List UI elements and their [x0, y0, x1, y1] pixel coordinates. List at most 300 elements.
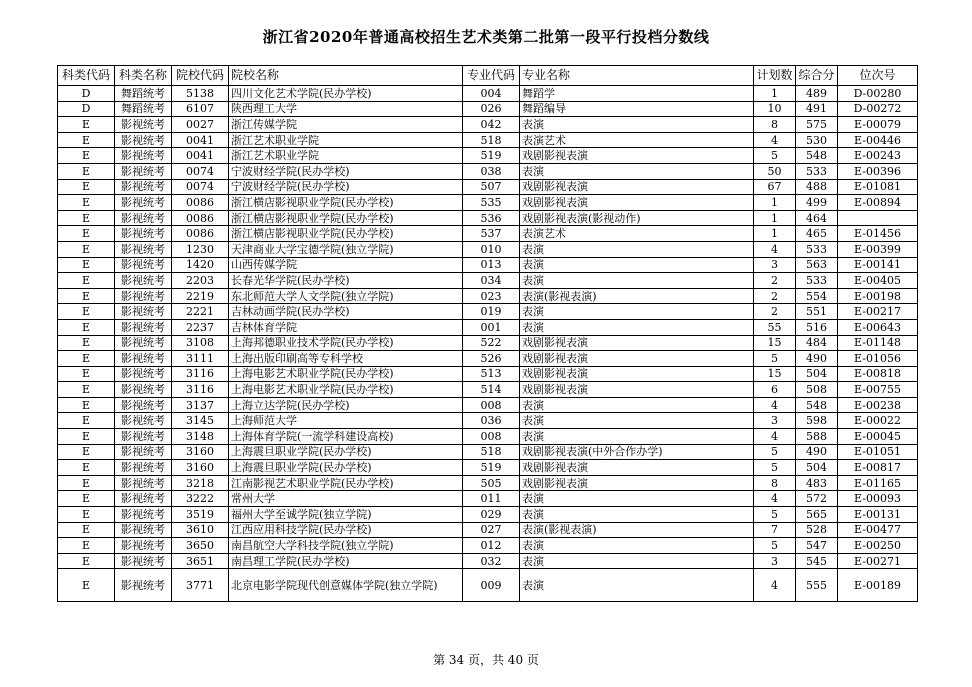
cell-major-code: 518	[463, 132, 520, 148]
table-row	[58, 351, 918, 367]
cell-rank: E-00818	[838, 366, 918, 382]
cell-school-name: 浙江横店影视职业学院(民办学校)	[229, 210, 463, 226]
page-footer: 第 34 页，共 40 页	[433, 653, 539, 667]
cell-major-code: 009	[463, 569, 520, 602]
cell-category-name: 影视统考	[115, 351, 172, 367]
cell-school-name: 南昌航空大学科技学院(独立学院)	[229, 538, 463, 554]
cell-category-code: E	[58, 538, 115, 554]
cell-plan-count: 3	[754, 553, 796, 569]
cell-category-name: 影视统考	[115, 475, 172, 491]
cell-rank: E-00238	[838, 397, 918, 413]
cell-school-code: 0074	[172, 163, 229, 179]
cell-score: 533	[796, 241, 838, 257]
cell-school-code: 0041	[172, 148, 229, 164]
cell-school-name: 吉林动画学院(民办学校)	[229, 304, 463, 320]
cell-major-name: 表演	[520, 553, 754, 569]
cell-score: 563	[796, 257, 838, 273]
cell-rank: E-00894	[838, 195, 918, 211]
cell-category-code: E	[58, 226, 115, 242]
cell-plan-count: 2	[754, 304, 796, 320]
table-row	[58, 195, 918, 211]
cell-school-code: 3116	[172, 382, 229, 398]
cell-category-code: E	[58, 319, 115, 335]
cell-major-name: 舞蹈学	[520, 86, 754, 102]
table-row	[58, 304, 918, 320]
cell-school-name: 浙江传媒学院	[229, 117, 463, 133]
cell-school-name: 上海电影艺术职业学院(民办学校)	[229, 382, 463, 398]
cell-school-code: 3222	[172, 491, 229, 507]
cell-category-name: 影视统考	[115, 304, 172, 320]
cell-major-name: 表演	[520, 413, 754, 429]
cell-major-name: 戏剧影视表演	[520, 366, 754, 382]
cell-major-code: 010	[463, 241, 520, 257]
table-row	[58, 553, 918, 569]
header-category-name: 科类名称	[115, 66, 172, 86]
cell-plan-count: 5	[754, 444, 796, 460]
cell-school-name: 陕西理工大学	[229, 101, 463, 117]
cell-category-code: E	[58, 491, 115, 507]
cell-major-name: 表演	[520, 319, 754, 335]
cell-rank: D-00280	[838, 86, 918, 102]
cell-rank: E-00755	[838, 382, 918, 398]
cell-major-name: 表演艺术	[520, 132, 754, 148]
table-row	[58, 475, 918, 491]
cell-plan-count: 10	[754, 101, 796, 117]
cell-plan-count: 2	[754, 288, 796, 304]
cell-school-name: 宁波财经学院(民办学校)	[229, 179, 463, 195]
cell-category-code: E	[58, 397, 115, 413]
cell-rank: E-00022	[838, 413, 918, 429]
cell-plan-count: 1	[754, 226, 796, 242]
cell-major-name: 表演	[520, 273, 754, 289]
cell-school-code: 3137	[172, 397, 229, 413]
cell-plan-count: 3	[754, 257, 796, 273]
cell-score: 508	[796, 382, 838, 398]
table-row	[58, 132, 918, 148]
cell-major-name: 戏剧影视表演(影视动作)	[520, 210, 754, 226]
score-table	[57, 65, 918, 602]
cell-category-name: 影视统考	[115, 257, 172, 273]
table-row	[58, 163, 918, 179]
table-row	[58, 491, 918, 507]
cell-category-name: 影视统考	[115, 397, 172, 413]
cell-category-code: E	[58, 179, 115, 195]
cell-category-name: 影视统考	[115, 522, 172, 538]
cell-rank: E-00477	[838, 522, 918, 538]
cell-major-code: 536	[463, 210, 520, 226]
cell-school-code: 0027	[172, 117, 229, 133]
cell-category-code: E	[58, 335, 115, 351]
cell-rank: E-00243	[838, 148, 918, 164]
cell-plan-count: 1	[754, 86, 796, 102]
cell-plan-count: 5	[754, 351, 796, 367]
cell-score: 551	[796, 304, 838, 320]
table-row	[58, 335, 918, 351]
cell-plan-count: 4	[754, 569, 796, 602]
cell-major-name: 戏剧影视表演	[520, 195, 754, 211]
cell-plan-count: 4	[754, 241, 796, 257]
cell-category-code: E	[58, 132, 115, 148]
cell-plan-count: 8	[754, 475, 796, 491]
cell-score: 533	[796, 163, 838, 179]
cell-rank: E-00198	[838, 288, 918, 304]
cell-category-code: E	[58, 366, 115, 382]
cell-score: 490	[796, 351, 838, 367]
cell-school-code: 3218	[172, 475, 229, 491]
cell-category-name: 影视统考	[115, 273, 172, 289]
cell-category-name: 影视统考	[115, 507, 172, 523]
cell-major-name: 表演	[520, 569, 754, 602]
cell-category-code: E	[58, 195, 115, 211]
cell-rank: E-00093	[838, 491, 918, 507]
cell-school-name: 福州大学至诚学院(独立学院)	[229, 507, 463, 523]
header-major-code: 专业代码	[463, 66, 520, 86]
header-score: 综合分	[796, 66, 838, 86]
cell-school-name: 南昌理工学院(民办学校)	[229, 553, 463, 569]
cell-score: 548	[796, 397, 838, 413]
table-row	[58, 273, 918, 289]
cell-category-code: E	[58, 117, 115, 133]
cell-plan-count: 5	[754, 538, 796, 554]
cell-major-name: 表演(影视表演)	[520, 288, 754, 304]
table-row	[58, 117, 918, 133]
cell-school-name: 江西应用科技学院(民办学校)	[229, 522, 463, 538]
cell-score: 504	[796, 366, 838, 382]
header-category-code: 科类代码	[58, 66, 115, 86]
cell-school-name: 北京电影学院现代创意媒体学院(独立学院)	[229, 569, 463, 602]
cell-score: 504	[796, 460, 838, 476]
cell-plan-count: 15	[754, 366, 796, 382]
cell-major-code: 026	[463, 101, 520, 117]
cell-rank: E-00817	[838, 460, 918, 476]
cell-rank	[838, 210, 918, 226]
cell-school-code: 0086	[172, 226, 229, 242]
cell-plan-count: 50	[754, 163, 796, 179]
table-row	[58, 148, 918, 164]
cell-plan-count: 5	[754, 507, 796, 523]
cell-score: 545	[796, 553, 838, 569]
cell-rank: E-00643	[838, 319, 918, 335]
cell-category-code: E	[58, 460, 115, 476]
cell-score: 554	[796, 288, 838, 304]
cell-major-name: 戏剧影视表演	[520, 460, 754, 476]
cell-rank: E-00250	[838, 538, 918, 554]
cell-category-name: 影视统考	[115, 569, 172, 602]
cell-category-code: E	[58, 351, 115, 367]
cell-category-name: 影视统考	[115, 553, 172, 569]
table-row	[58, 444, 918, 460]
cell-school-code: 2221	[172, 304, 229, 320]
cell-category-code: D	[58, 101, 115, 117]
table-row	[58, 241, 918, 257]
cell-category-name: 影视统考	[115, 163, 172, 179]
cell-school-code: 3651	[172, 553, 229, 569]
cell-category-name: 影视统考	[115, 226, 172, 242]
cell-score: 547	[796, 538, 838, 554]
cell-category-name: 影视统考	[115, 117, 172, 133]
cell-school-name: 上海电影艺术职业学院(民办学校)	[229, 366, 463, 382]
cell-school-name: 浙江横店影视职业学院(民办学校)	[229, 226, 463, 242]
cell-school-code: 3111	[172, 351, 229, 367]
cell-major-name: 戏剧影视表演	[520, 335, 754, 351]
cell-major-code: 027	[463, 522, 520, 538]
cell-major-name: 表演	[520, 429, 754, 445]
cell-major-code: 038	[463, 163, 520, 179]
table-row	[58, 101, 918, 117]
table-row	[58, 319, 918, 335]
cell-category-code: E	[58, 241, 115, 257]
cell-score: 572	[796, 491, 838, 507]
cell-score: 516	[796, 319, 838, 335]
cell-category-name: 影视统考	[115, 288, 172, 304]
cell-major-code: 513	[463, 366, 520, 382]
cell-plan-count: 1	[754, 195, 796, 211]
table-row	[58, 288, 918, 304]
cell-school-code: 3108	[172, 335, 229, 351]
cell-major-name: 表演	[520, 507, 754, 523]
cell-plan-count: 7	[754, 522, 796, 538]
cell-plan-count: 6	[754, 382, 796, 398]
cell-rank: E-01056	[838, 351, 918, 367]
cell-major-code: 514	[463, 382, 520, 398]
cell-school-code: 1230	[172, 241, 229, 257]
cell-major-name: 戏剧影视表演	[520, 179, 754, 195]
cell-major-name: 戏剧影视表演	[520, 148, 754, 164]
cell-rank: E-01051	[838, 444, 918, 460]
cell-major-name: 表演(影视表演)	[520, 522, 754, 538]
cell-school-name: 上海震旦职业学院(民办学校)	[229, 460, 463, 476]
cell-plan-count: 4	[754, 491, 796, 507]
cell-score: 483	[796, 475, 838, 491]
cell-category-name: 影视统考	[115, 179, 172, 195]
cell-school-code: 3145	[172, 413, 229, 429]
cell-school-code: 3116	[172, 366, 229, 382]
cell-category-code: E	[58, 257, 115, 273]
cell-score: 533	[796, 273, 838, 289]
cell-major-code: 013	[463, 257, 520, 273]
cell-school-name: 上海震旦职业学院(民办学校)	[229, 444, 463, 460]
cell-category-code: E	[58, 507, 115, 523]
cell-major-code: 505	[463, 475, 520, 491]
cell-school-name: 常州大学	[229, 491, 463, 507]
cell-rank: E-01148	[838, 335, 918, 351]
cell-school-code: 6107	[172, 101, 229, 117]
cell-school-name: 浙江横店影视职业学院(民办学校)	[229, 195, 463, 211]
cell-category-code: E	[58, 148, 115, 164]
table-row	[58, 569, 918, 602]
cell-score: 491	[796, 101, 838, 117]
cell-major-code: 042	[463, 117, 520, 133]
cell-category-name: 影视统考	[115, 366, 172, 382]
cell-school-code: 2237	[172, 319, 229, 335]
cell-school-name: 天津商业大学宝德学院(独立学院)	[229, 241, 463, 257]
cell-school-name: 上海师范大学	[229, 413, 463, 429]
cell-major-code: 537	[463, 226, 520, 242]
cell-major-name: 戏剧影视表演(中外合作办学)	[520, 444, 754, 460]
table-row	[58, 538, 918, 554]
cell-category-name: 影视统考	[115, 429, 172, 445]
cell-school-code: 0086	[172, 195, 229, 211]
cell-school-code: 3160	[172, 444, 229, 460]
cell-school-name: 东北师范大学人文学院(独立学院)	[229, 288, 463, 304]
cell-school-name: 吉林体育学院	[229, 319, 463, 335]
cell-major-code: 526	[463, 351, 520, 367]
table-row	[58, 366, 918, 382]
cell-rank: E-01081	[838, 179, 918, 195]
cell-score: 548	[796, 148, 838, 164]
cell-plan-count: 3	[754, 413, 796, 429]
cell-category-code: D	[58, 86, 115, 102]
cell-score: 484	[796, 335, 838, 351]
cell-score: 465	[796, 226, 838, 242]
table-row	[58, 507, 918, 523]
cell-major-code: 519	[463, 148, 520, 164]
cell-category-name: 影视统考	[115, 210, 172, 226]
cell-school-code: 0086	[172, 210, 229, 226]
cell-category-code: E	[58, 382, 115, 398]
cell-plan-count: 2	[754, 273, 796, 289]
cell-school-name: 浙江艺术职业学院	[229, 132, 463, 148]
table-row	[58, 413, 918, 429]
table-row	[58, 179, 918, 195]
cell-major-code: 032	[463, 553, 520, 569]
cell-major-code: 518	[463, 444, 520, 460]
cell-major-name: 表演	[520, 397, 754, 413]
header-plan-count: 计划数	[754, 66, 796, 86]
cell-score: 575	[796, 117, 838, 133]
cell-score: 565	[796, 507, 838, 523]
table-row	[58, 86, 918, 102]
cell-category-name: 舞蹈统考	[115, 86, 172, 102]
cell-plan-count: 4	[754, 429, 796, 445]
cell-school-name: 山西传媒学院	[229, 257, 463, 273]
cell-category-name: 影视统考	[115, 241, 172, 257]
cell-plan-count: 55	[754, 319, 796, 335]
cell-major-code: 011	[463, 491, 520, 507]
table-row	[58, 257, 918, 273]
cell-plan-count: 4	[754, 397, 796, 413]
cell-plan-count: 1	[754, 210, 796, 226]
cell-category-code: E	[58, 569, 115, 602]
cell-rank: E-00271	[838, 553, 918, 569]
cell-major-name: 表演	[520, 491, 754, 507]
cell-major-name: 表演	[520, 117, 754, 133]
cell-major-name: 表演	[520, 304, 754, 320]
cell-school-code: 0041	[172, 132, 229, 148]
table-header-row	[58, 66, 918, 86]
cell-major-name: 表演艺术	[520, 226, 754, 242]
cell-category-code: E	[58, 475, 115, 491]
cell-rank: D-00272	[838, 101, 918, 117]
header-major-name: 专业名称	[520, 66, 754, 86]
page-title: 浙江省2020年普通高校招生艺术类第二批第一段平行投档分数线	[262, 28, 710, 46]
cell-major-name: 表演	[520, 163, 754, 179]
cell-major-name: 戏剧影视表演	[520, 382, 754, 398]
cell-plan-count: 67	[754, 179, 796, 195]
cell-rank: E-00399	[838, 241, 918, 257]
cell-major-code: 019	[463, 304, 520, 320]
cell-school-code: 3771	[172, 569, 229, 602]
cell-category-name: 舞蹈统考	[115, 101, 172, 117]
cell-school-code: 0074	[172, 179, 229, 195]
cell-rank: E-00141	[838, 257, 918, 273]
cell-category-code: E	[58, 273, 115, 289]
cell-major-code: 522	[463, 335, 520, 351]
cell-category-name: 影视统考	[115, 538, 172, 554]
cell-school-name: 长春光华学院(民办学校)	[229, 273, 463, 289]
table-row	[58, 397, 918, 413]
cell-school-name: 上海邦德职业技术学院(民办学校)	[229, 335, 463, 351]
cell-plan-count: 5	[754, 148, 796, 164]
cell-school-name: 浙江艺术职业学院	[229, 148, 463, 164]
cell-major-name: 舞蹈编导	[520, 101, 754, 117]
cell-plan-count: 15	[754, 335, 796, 351]
cell-score: 530	[796, 132, 838, 148]
cell-rank: E-00079	[838, 117, 918, 133]
cell-major-code: 535	[463, 195, 520, 211]
cell-school-code: 2219	[172, 288, 229, 304]
cell-school-name: 江南影视艺术职业学院(民办学校)	[229, 475, 463, 491]
cell-category-name: 影视统考	[115, 148, 172, 164]
table-row	[58, 429, 918, 445]
cell-major-code: 001	[463, 319, 520, 335]
header-school-code: 院校代码	[172, 66, 229, 86]
cell-category-name: 影视统考	[115, 335, 172, 351]
cell-major-name: 表演	[520, 241, 754, 257]
table-row	[58, 460, 918, 476]
cell-rank: E-00045	[838, 429, 918, 445]
cell-score: 598	[796, 413, 838, 429]
cell-school-name: 上海出版印刷高等专科学校	[229, 351, 463, 367]
table-row	[58, 382, 918, 398]
cell-score: 489	[796, 86, 838, 102]
cell-school-code: 3148	[172, 429, 229, 445]
cell-category-name: 影视统考	[115, 195, 172, 211]
cell-major-code: 012	[463, 538, 520, 554]
cell-score: 555	[796, 569, 838, 602]
cell-score: 528	[796, 522, 838, 538]
cell-score: 464	[796, 210, 838, 226]
cell-rank: E-01165	[838, 475, 918, 491]
cell-score: 488	[796, 179, 838, 195]
cell-major-code: 008	[463, 397, 520, 413]
cell-major-code: 008	[463, 429, 520, 445]
cell-category-name: 影视统考	[115, 132, 172, 148]
cell-category-code: E	[58, 163, 115, 179]
cell-score: 490	[796, 444, 838, 460]
cell-school-code: 3160	[172, 460, 229, 476]
cell-plan-count: 8	[754, 117, 796, 133]
cell-school-code: 3650	[172, 538, 229, 554]
cell-category-name: 影视统考	[115, 413, 172, 429]
cell-school-code: 3519	[172, 507, 229, 523]
cell-major-code: 036	[463, 413, 520, 429]
cell-plan-count: 4	[754, 132, 796, 148]
cell-category-code: E	[58, 444, 115, 460]
table-row	[58, 522, 918, 538]
cell-rank: E-00131	[838, 507, 918, 523]
header-rank: 位次号	[838, 66, 918, 86]
cell-major-code: 519	[463, 460, 520, 476]
table-row	[58, 226, 918, 242]
cell-major-name: 戏剧影视表演	[520, 475, 754, 491]
cell-school-code: 1420	[172, 257, 229, 273]
cell-score: 499	[796, 195, 838, 211]
table-row	[58, 210, 918, 226]
cell-school-code: 5138	[172, 86, 229, 102]
cell-major-code: 029	[463, 507, 520, 523]
cell-major-name: 表演	[520, 257, 754, 273]
